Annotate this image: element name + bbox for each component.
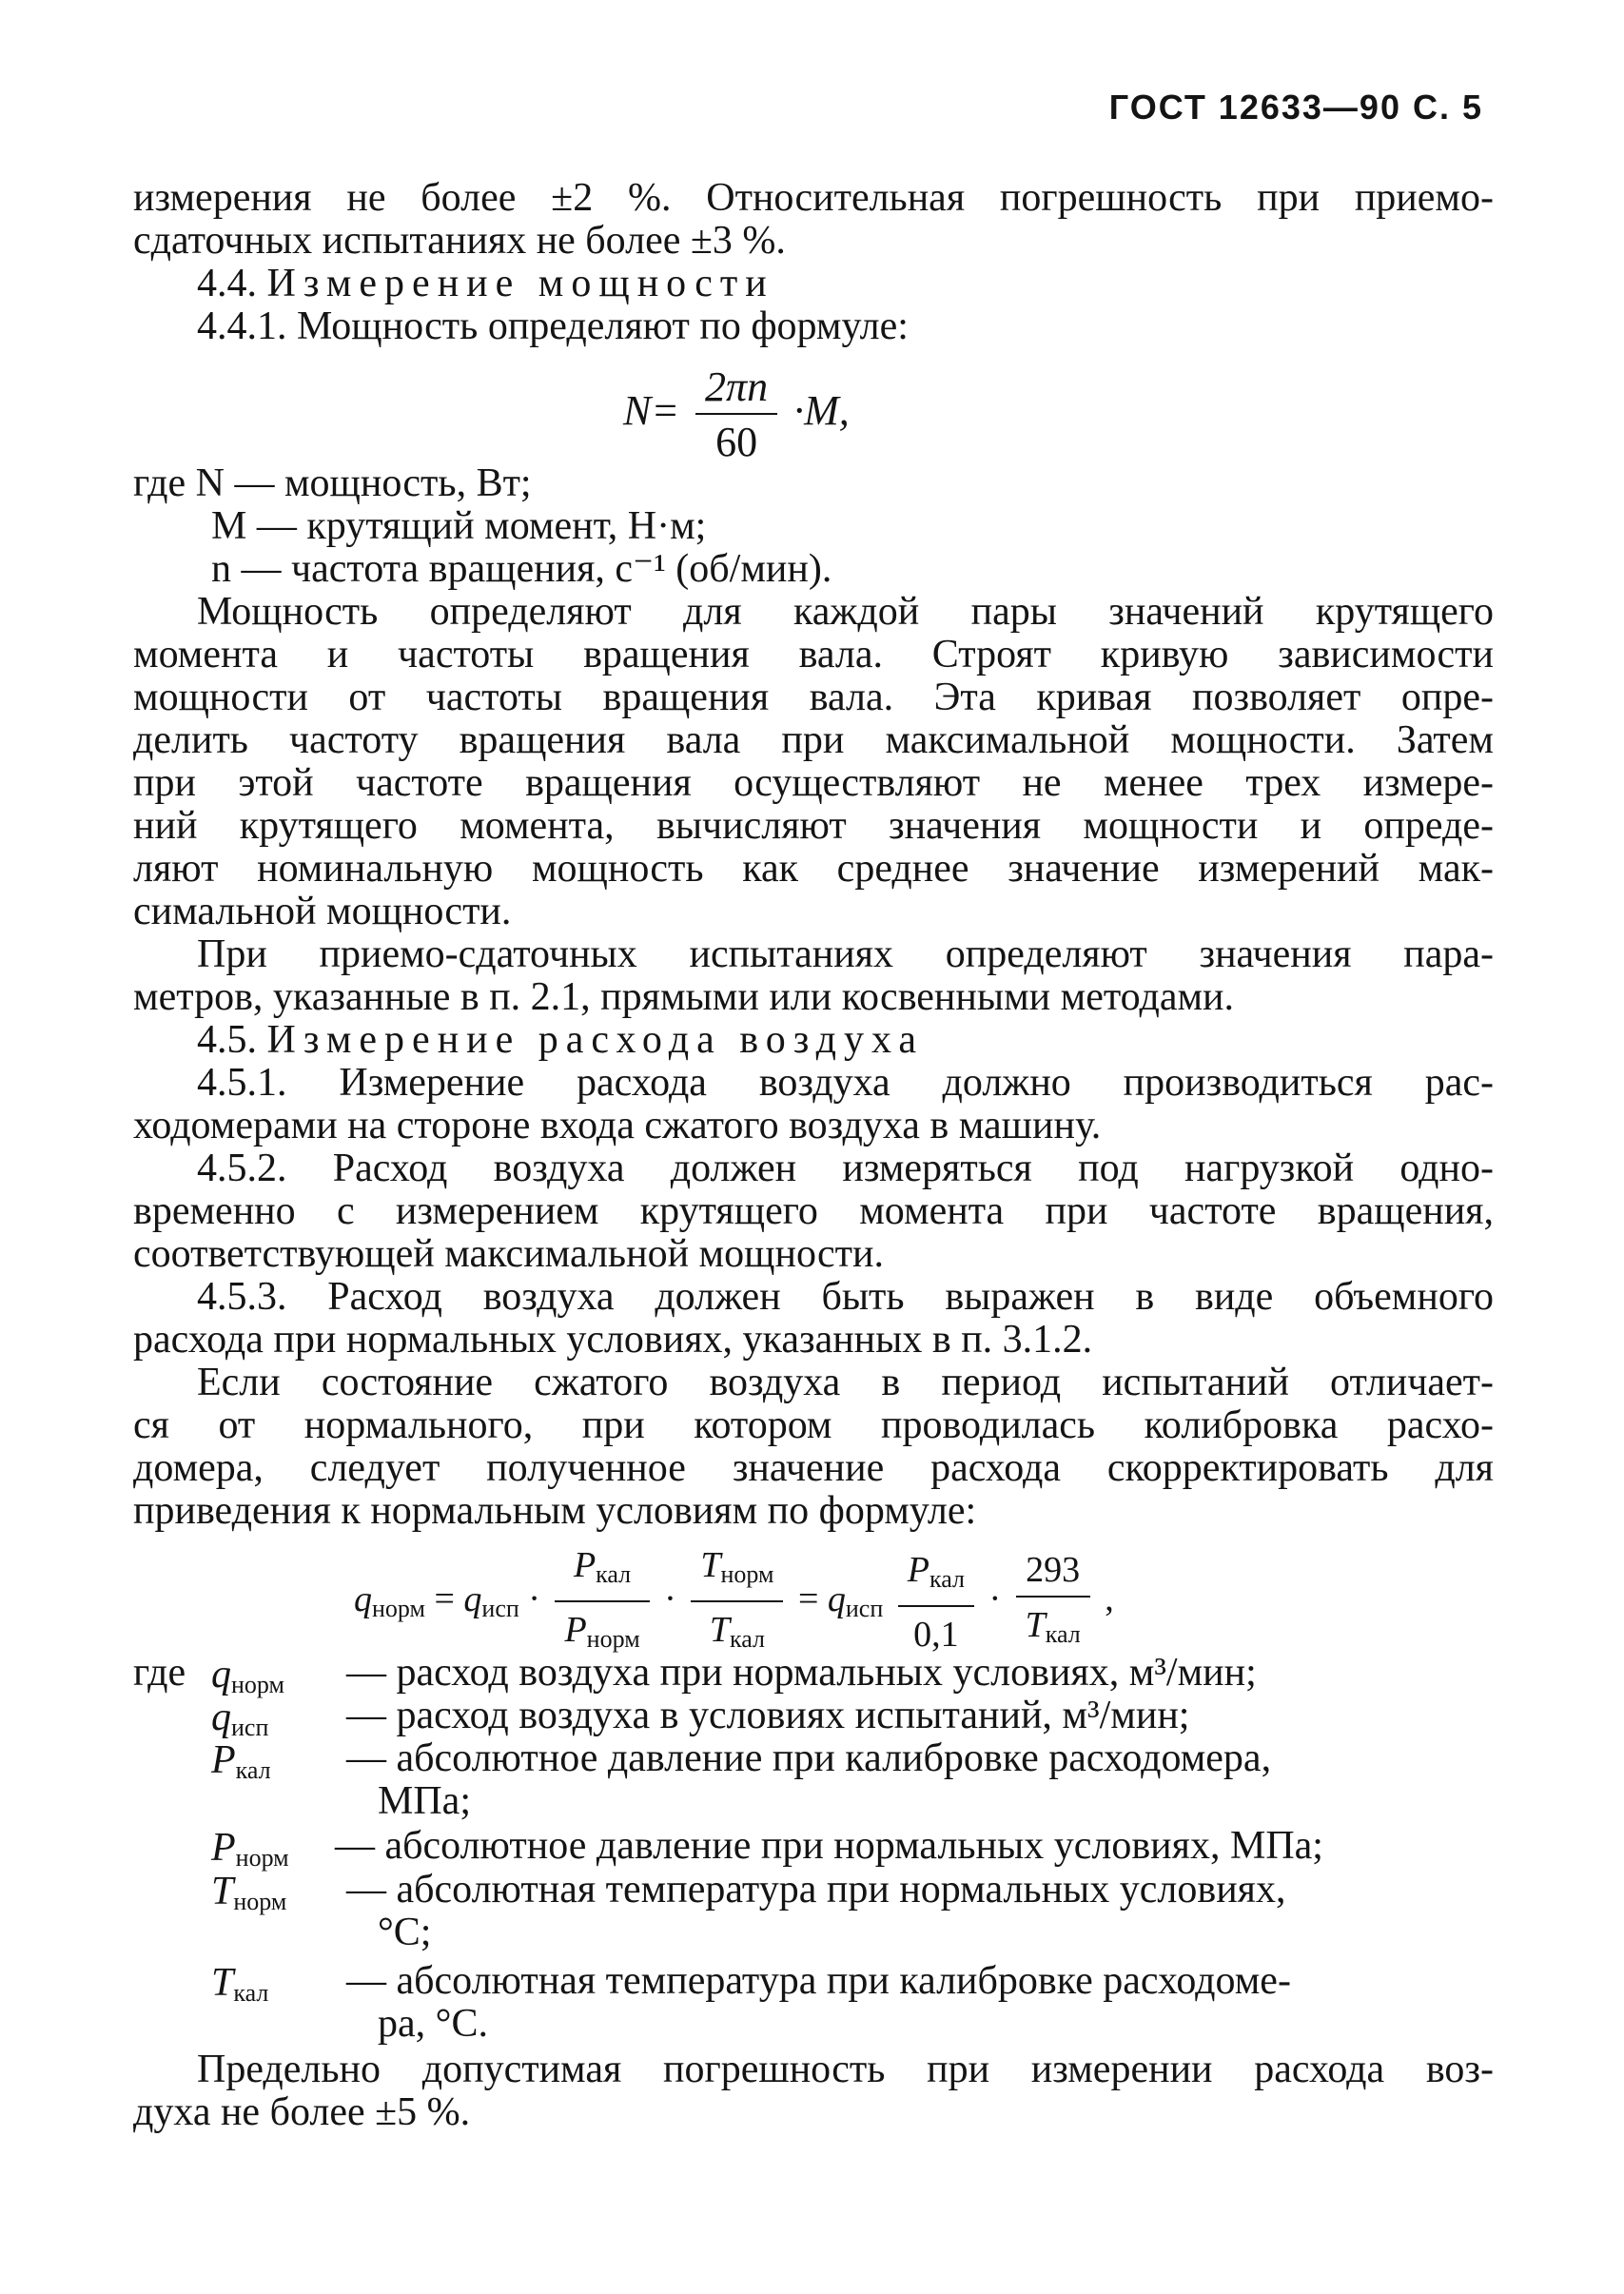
text-line: при этой частоте вращения осуществляют не менее трех измере- (133, 761, 1494, 805)
formula-fraction-pressure (555, 1541, 649, 1663)
text-line: домера, следует полученное значение расхода скорректировать для (133, 1446, 1494, 1490)
section-heading (197, 263, 774, 305)
definition-text: — абсолютное давление при нормальных условиях, МПа; (335, 1824, 1323, 1868)
clause-text: 4.4.1. Мощность определяют по формуле: (197, 304, 909, 348)
section-title: Измерение расхода воздуха (266, 1018, 925, 1062)
section-number: 4.5. (197, 1018, 257, 1062)
fraction-numerator: $P_{кал}$ (898, 1546, 974, 1607)
fraction-denominator: $T_{кал}$ (1025, 1605, 1081, 1648)
power-formula (623, 363, 850, 466)
text-line: духа не более ±5 %. (133, 2090, 471, 2134)
formula-tail: , (1105, 1578, 1114, 1619)
text-line: делить частоту вращения вала при максимальной мощности. Затем (133, 718, 1494, 762)
fraction-numerator: 2πn (695, 363, 777, 415)
text-line: симальной мощности. (133, 890, 512, 933)
fraction-numerator: $T_{норм}$ (691, 1541, 783, 1602)
text-line: соответствующей максимальной мощности. (133, 1232, 884, 1276)
text-line: Если состояние сжатого воздуха в период испытаний отличает- (197, 1361, 1494, 1404)
definition-text-continuation: ра, °С. (378, 2002, 488, 2046)
definition-text: — расход воздуха при нормальных условиях, м³/мин; (346, 1651, 1257, 1695)
formula-fraction-temperature-ratio (1016, 1546, 1090, 1658)
symbol-t-norm: $T_{норм}$ (211, 1870, 287, 1915)
text-line: 4.5.1. Измерение расхода воздуха должно производиться рас- (197, 1061, 1494, 1105)
definition-text-continuation: °С; (378, 1911, 432, 1954)
text-line: Мощность определяют для каждой пары значений крутящего (197, 590, 1494, 634)
definition-text: — абсолютное давление при калибровке расходомера, (346, 1736, 1272, 1780)
formula-dot: · (664, 1578, 676, 1619)
symbol-p-norm: $P_{норм}$ (211, 1826, 289, 1872)
definition-line: n — частота вращения, с⁻¹ (об/мин). (211, 547, 832, 591)
text-line: расхода при нормальных условиях, указанных в п. 3.1.2. (133, 1318, 1093, 1362)
formula-fraction (695, 363, 777, 466)
formula-fraction-pressure-ratio (898, 1546, 974, 1658)
text-line: ходомерами на стороне входа сжатого воздуха в машину. (133, 1104, 1102, 1147)
formula-q-norm: $q_{норм}$ (354, 1578, 425, 1622)
text-line: сдаточных испытаниях не более ±3 %. (133, 219, 786, 263)
section-number: 4.4. (197, 262, 257, 305)
definition-text: — расход воздуха в условиях испытаний, м³/мин; (346, 1694, 1190, 1737)
section-heading (197, 1019, 924, 1062)
definition-line: где N — мощность, Вт; (133, 461, 532, 505)
text-line: измерения не более ±2 %. Относительная погрешность при приемо- (133, 176, 1494, 220)
definitions-where: где (133, 1651, 186, 1695)
definition-line: M — крутящий момент, Н·м; (211, 504, 707, 548)
definition-text: — абсолютная температура при калибровке расходоме- (346, 1959, 1291, 2003)
fraction-denominator: $T_{кал}$ (709, 1610, 765, 1653)
text-line: мощности от частоты вращения вала. Эта кривая позволяет опре- (133, 676, 1494, 719)
formula-equals: = (434, 1578, 455, 1619)
page-header: ГОСТ 12633—90 С. 5 (1108, 88, 1483, 127)
text-line: 4.5.3. Расход воздуха должен быть выражен в виде объемного (197, 1275, 1494, 1319)
text-line: метров, указанные в п. 2.1, прямыми или косвенными методами. (133, 975, 1235, 1019)
text-line: временно с измерением крутящего момента при частоте вращения, (133, 1189, 1494, 1233)
formula-dot: · (528, 1578, 540, 1619)
definition-text: — абсолютная температура при нормальных условиях, (346, 1868, 1286, 1912)
text-line: момента и частоты вращения вала. Строят кривую зависимости (133, 633, 1494, 676)
section-title: Измерение мощности (266, 262, 774, 305)
symbol-q-isp: $q_{исп}$ (211, 1696, 269, 1741)
formula-dot: · (988, 1578, 1002, 1619)
formula-q-isp: $q_{исп}$ (827, 1578, 884, 1622)
text-line: Предельно допустимая погрешность при измерении расхода воз- (197, 2048, 1494, 2091)
fraction-denominator: 60 (715, 419, 758, 465)
text-line: 4.5.2. Расход воздуха должен измеряться под нагрузкой одно- (197, 1147, 1494, 1190)
text-line: При приемо-сдаточных испытаниях определяют значения пара- (197, 932, 1494, 976)
fraction-numerator: 293 (1016, 1546, 1090, 1598)
text-line: ний крутящего момента, вычисляют значения мощности и опреде- (133, 804, 1494, 848)
formula-equals: = (797, 1578, 819, 1619)
symbol-p-kal: $P_{кал}$ (211, 1738, 271, 1784)
symbol-t-kal: $T_{кал}$ (211, 1961, 269, 2007)
text-line: ся от нормального, при котором проводилась колибровка расхо- (133, 1403, 1494, 1447)
text-line: ляют номинальную мощность как среднее значение измерений мак- (133, 847, 1494, 891)
formula-lhs: N= (623, 387, 680, 435)
fraction-denominator: 0,1 (913, 1615, 959, 1655)
formula-q-isp: $q_{исп}$ (463, 1578, 519, 1622)
formula-fraction-temperature (691, 1541, 783, 1663)
definition-text-continuation: МПа; (378, 1779, 471, 1823)
formula-rhs: ·M, (793, 387, 850, 435)
symbol-q-norm: $q_{норм}$ (211, 1653, 284, 1698)
fraction-denominator: $P_{норм}$ (564, 1610, 640, 1653)
text-line: приведения к нормальным условиям по формуле: (133, 1489, 977, 1533)
flow-correction-formula (354, 1541, 1114, 1663)
fraction-numerator: $P_{кал}$ (555, 1541, 649, 1602)
